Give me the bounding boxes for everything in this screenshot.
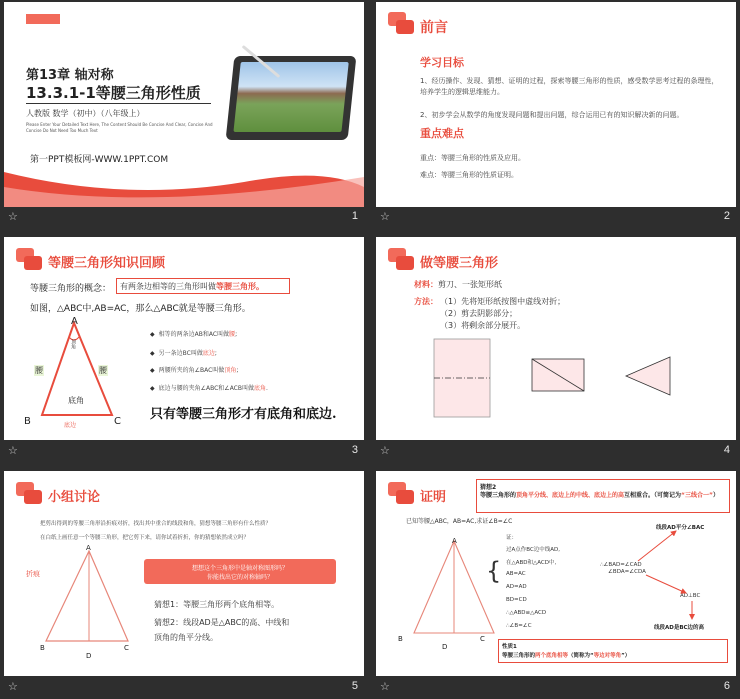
- fold-line-label: 折痕: [26, 570, 40, 578]
- tablet-image: [226, 56, 357, 140]
- result-altitude: 线段AD是BC边的高: [654, 625, 705, 631]
- guess-2: 猜想2：线段AD是△ABC的高、中线和: [154, 618, 290, 627]
- concept-text: 有两条边相等的三角形叫做: [120, 282, 216, 291]
- right-waist-label: 腰: [99, 366, 107, 375]
- slide-6-footer: [376, 677, 736, 699]
- concept-term: 等腰三角形。: [216, 282, 264, 291]
- vertex-c: C: [480, 635, 485, 643]
- given-statement: 已知等腰△ABC，AB=AC,求证∠B=∠C: [406, 518, 513, 525]
- slide-title: 前言: [420, 20, 448, 36]
- result-angle-bad: ∴∠BAD=∠CAD: [600, 562, 642, 568]
- slide-number: 1: [351, 210, 358, 222]
- method-label: 方法：: [414, 297, 438, 306]
- intro-line-2: 在白纸上画任意一个等腰三角形，把它剪下来，请你试着折折，你的猜想依然成立吗？: [40, 535, 250, 541]
- method-step-3: （3）将剩余部分展开。: [440, 321, 526, 330]
- proof-step-1: 过A点作BC边中线AD,: [506, 547, 561, 553]
- slide-title: 小组讨论: [48, 490, 101, 505]
- proof-triangle-diagram: [400, 533, 510, 643]
- conjecture-text: 等腰三角形的顶角平分线、底边上的中线、底边上的高互相重合。（可简记为“三线合一”）: [480, 492, 719, 499]
- section-title: 13.3.1-1等腰三角形性质: [26, 84, 201, 102]
- star-icon[interactable]: ☆: [8, 444, 18, 457]
- slide-3-footer: [4, 441, 364, 463]
- star-icon[interactable]: ☆: [380, 444, 390, 457]
- proof-step-5: BD=CD: [506, 597, 527, 603]
- slide-title: 等腰三角形知识回顾: [48, 256, 166, 271]
- conclusion-text: 只有等腰三角形才有底角和底边.: [150, 407, 337, 422]
- slide-number: 6: [723, 680, 730, 692]
- title-underline: [26, 103, 211, 104]
- bullet-waist: ◆ 相等的两条边AB和AC叫做腰;: [150, 329, 237, 338]
- base-edge-label: 底边: [64, 422, 77, 429]
- method-step-2: （2）剪去阴影部分；: [440, 309, 518, 318]
- goal-heading: 学习目标: [420, 56, 464, 69]
- guess-1: 猜想1：等腰三角形两个底角相等。: [154, 600, 280, 609]
- slide-5[interactable]: [4, 471, 364, 676]
- slide-1-footer: [4, 207, 364, 229]
- concept-label: 等腰三角形的概念：: [30, 284, 112, 294]
- property-label: 性质1: [502, 644, 517, 650]
- guess-2-continued: 顶角的角平分线。: [154, 633, 218, 642]
- folding-steps-diagram: [426, 335, 726, 419]
- star-icon[interactable]: ☆: [8, 680, 18, 693]
- method-step-1: （1）先将矩形纸按图中虚线对折；: [440, 297, 566, 306]
- intro-line-1: 把剪出得到的等腰三角形沿折痕对折，找出其中重合的线段和角，猜想等腰三角形有什么性质？: [40, 521, 272, 527]
- folded-triangle-diagram: [30, 545, 150, 655]
- bullet-base-angle: ◆ 底边与腰的夹角∠ABC和∠ACB叫做底角.: [150, 383, 268, 392]
- left-waist-label: 腰: [35, 366, 43, 375]
- slide-1[interactable]: [4, 2, 364, 207]
- apex-angle-label: 顶角: [70, 339, 76, 349]
- slide-6[interactable]: [376, 471, 736, 676]
- edition-text: 人教版 数学（初中）（八年级上）: [26, 109, 145, 118]
- result-perpendicular: AD⊥BC: [680, 593, 701, 599]
- bullet-base: ◆ 另一条边BC叫做底边;: [150, 348, 217, 357]
- vertex-b: B: [398, 635, 403, 643]
- slide-2[interactable]: [376, 2, 736, 207]
- goal-1: 1、经历操作、发现、猜想、证明的过程，探索等腰三角形的性质，感受数学思考过程的条理性，培养学生的逻辑思维能力。: [420, 77, 719, 96]
- chapter-title: 第13章 轴对称: [26, 68, 114, 83]
- bullet-apex: ◆ 两腰所夹的角∠BAC叫做顶角;: [150, 365, 238, 374]
- vertex-d: D: [86, 652, 92, 660]
- slide-number: 5: [351, 680, 358, 692]
- conjecture-label: 猜想2: [480, 484, 497, 491]
- proof-step-3: AB=AC: [506, 571, 526, 577]
- base-angle-label: 底角: [68, 396, 84, 405]
- key-point: 重点：等腰三角形的性质及应用。: [420, 154, 525, 162]
- vertex-b: B: [40, 644, 45, 652]
- vertex-a: A: [86, 544, 91, 552]
- materials-line: 材料：剪刀、一张矩形纸: [414, 280, 502, 289]
- difficulty-point: 难点：等腰三角形的性质证明。: [420, 171, 518, 179]
- property-text: 等腰三角形的两个底角相等（简称为“等边对等角”）: [502, 653, 631, 659]
- proof-step-7: ∴∠B=∠C: [506, 623, 532, 629]
- proof-step-0: 证：: [506, 535, 518, 541]
- star-icon[interactable]: ☆: [8, 210, 18, 223]
- vertex-c: C: [124, 644, 129, 652]
- question-line-1: 想想这个三角形中是轴对称图形吗？: [191, 565, 288, 572]
- question-banner: [144, 559, 336, 584]
- concept-definition: [120, 281, 264, 292]
- vertex-d: D: [442, 643, 448, 651]
- slide-5-footer: [4, 677, 364, 699]
- proof-step-6: ∴△ABD≌△ACD: [506, 610, 547, 616]
- result-angle-bda: ∠BDA=∠CDA: [608, 569, 646, 575]
- proof-brace: {: [486, 557, 502, 585]
- slide-number: 4: [723, 444, 730, 456]
- slide-title: 证明: [420, 490, 447, 505]
- title-accent-bar: [26, 14, 60, 24]
- question-line-2: 你能找出它的对称轴吗？: [206, 574, 273, 581]
- slide-number: 2: [723, 210, 730, 222]
- example-text: 如图，△ABC中,AB=AC，那么△ABC就是等腰三角形。: [30, 304, 251, 314]
- vertex-a: A: [71, 316, 78, 327]
- slide-2-footer: [376, 207, 736, 229]
- website-text: 第一PPT模板网-WWW.1PPT.COM: [30, 155, 169, 165]
- goal-2: 2、初步学会从数学的角度发现问题和提出问题，综合运用已有的知识解决新的问题。: [420, 111, 684, 119]
- vertex-a: A: [452, 537, 457, 545]
- star-icon[interactable]: ☆: [380, 680, 390, 693]
- slide-title: 做等腰三角形: [420, 256, 499, 271]
- english-subtitle: Please Enter Your Detailed Text Here, The Content Should Be Concise And Clear, Concise And Concise Do Not Need Too Much Text: [26, 122, 213, 133]
- slide-3[interactable]: [4, 237, 364, 440]
- vertex-c: C: [114, 416, 121, 427]
- proof-step-2: 在△ABD和△ACD中,: [506, 560, 557, 566]
- key-heading: 重点难点: [420, 127, 464, 140]
- vertex-b: B: [24, 416, 31, 427]
- slide-number: 3: [351, 444, 358, 456]
- slide-4-footer: [376, 441, 736, 463]
- proof-step-4: AD=AD: [506, 584, 527, 590]
- star-icon[interactable]: ☆: [380, 210, 390, 223]
- slide-4[interactable]: [376, 237, 736, 440]
- result-bisector: 线段AD平分∠BAC: [656, 525, 705, 531]
